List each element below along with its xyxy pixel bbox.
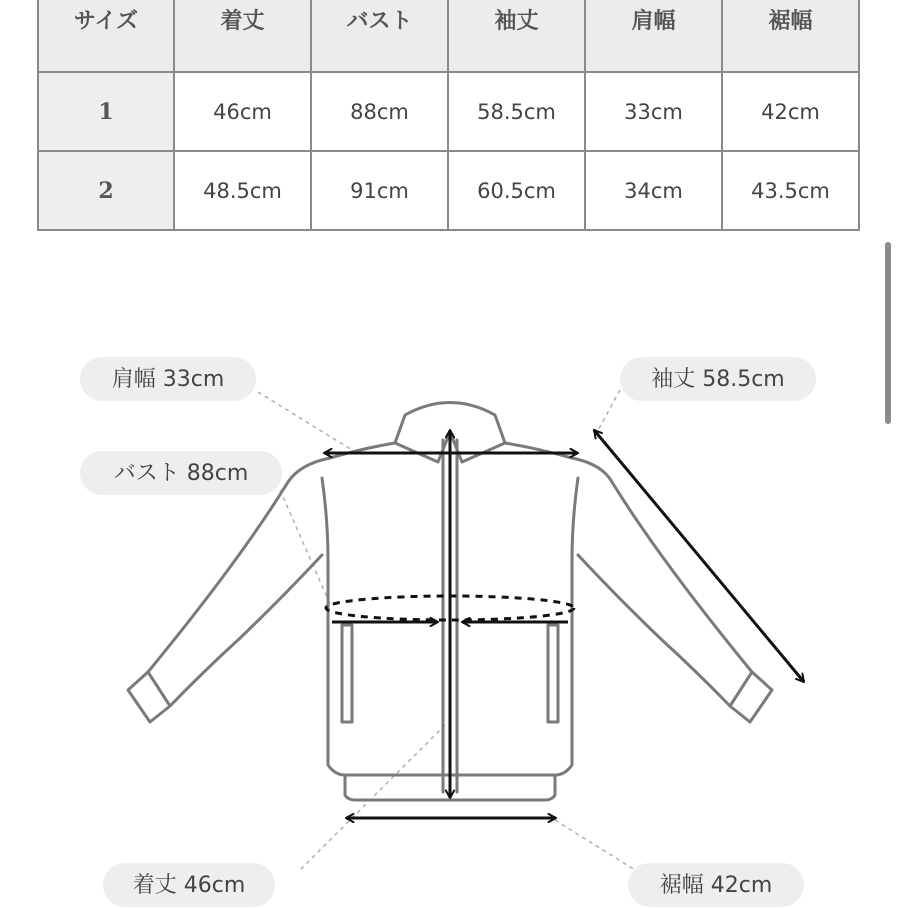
hem-label: 裾幅 42cm xyxy=(628,863,804,907)
table-cell: 42cm xyxy=(722,72,859,151)
table-cell: 48.5cm xyxy=(174,151,311,230)
shoulder-label: 肩幅 33cm xyxy=(80,357,256,401)
header-size: サイズ xyxy=(38,0,174,72)
table-cell: 43.5cm xyxy=(722,151,859,230)
table-cell: 60.5cm xyxy=(448,151,585,230)
table-cell: 33cm xyxy=(585,72,722,151)
table-cell: 58.5cm xyxy=(448,72,585,151)
header-bust: バスト xyxy=(311,0,448,72)
size-cell: 1 xyxy=(38,72,174,151)
size-cell: 2 xyxy=(38,151,174,230)
length-label: 着丈 46cm xyxy=(103,863,275,907)
double-arrow-icon xyxy=(324,430,804,818)
header-length: 着丈 xyxy=(174,0,311,72)
header-shoulder: 肩幅 xyxy=(585,0,722,72)
bust-label: バスト 88cm xyxy=(80,451,282,495)
sleeve-arrow xyxy=(594,430,804,682)
sleeve-label: 袖丈 58.5cm xyxy=(620,357,816,401)
header-sleeve: 袖丈 xyxy=(448,0,585,72)
table-cell: 91cm xyxy=(311,151,448,230)
table-cell: 46cm xyxy=(174,72,311,151)
table-cell: 88cm xyxy=(311,72,448,151)
header-hem: 裾幅 xyxy=(722,0,859,72)
table-cell: 34cm xyxy=(585,151,722,230)
